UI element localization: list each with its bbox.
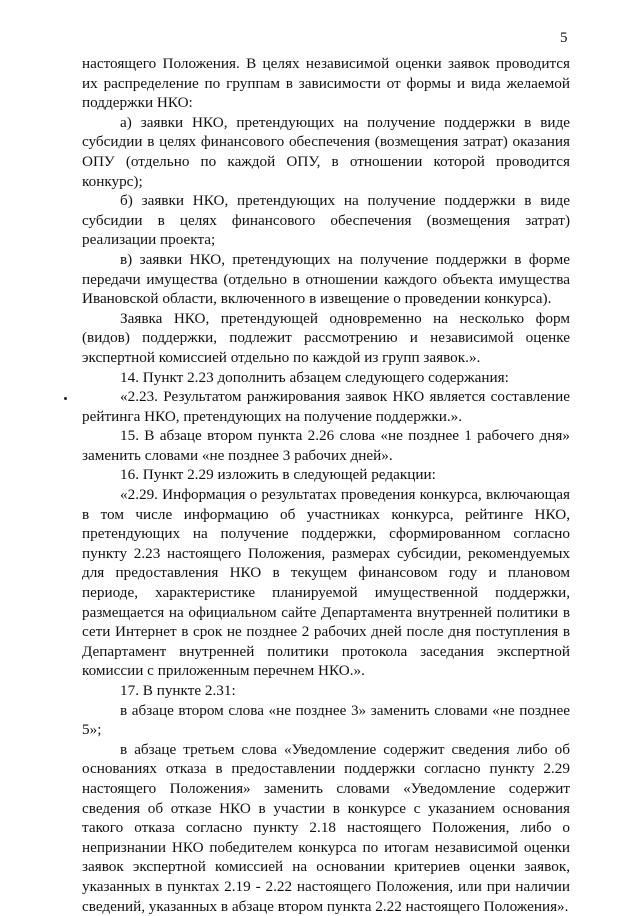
margin-mark	[64, 397, 67, 400]
paragraph-item-a: а) заявки НКО, претендующих на получение поддержки в виде субсидии в целях финансового обеспечения (возмещения затрат) оказания ОПУ (отдельно по каждой ОПУ, в отношении которой проводится конкурс);	[82, 113, 570, 190]
paragraph-clause-2-23: «2.23. Результатом ранжирования заявок НКО является составление рейтинга НКО, претендующих на получение поддержки.».	[82, 388, 570, 425]
paragraph-item-14: 14. Пункт 2.23 дополнить абзацем следующего содержания:	[120, 368, 509, 386]
paragraph-continuation: настоящего Положения. В целях независимой оценки заявок проводится их распределение по группам в зависимости от формы и вида желаемой поддержки НКО:	[82, 55, 570, 112]
paragraph-item-v: в) заявки НКО, претендующих на получение поддержки в форме передачи имущества (отдельно в отношении каждого объекта имущества Ивановской области, включенного в извещение о проведении конкурса).	[82, 250, 570, 308]
paragraph-clause-2-29: «2.29. Информация о результатах проведения конкурса, включающая в том числе информацию об участниках конкурса, рейтинге НКО, претендующих на получение поддержки, сформированном согласно пункту 2.23 настоящего Положения, размерах субсидии, рекомендуемых для предоставления НКО в текущем финансовом году и плановом периоде, характеристике планируемой имущественной поддержки, размещается на официальном сайте Департамента внутренней политики в сети Интернет в срок не позднее 2 рабочих дней после дня поступления в Департамент внутренней политики протокола заседания экспертной комиссии с приложенным перечнем НКО.».	[82, 486, 570, 680]
paragraph-item-17-second: в абзаце втором слова «не позднее 3» заменить словами «не позднее 5»;	[82, 701, 570, 739]
paragraph-multiple-forms: Заявка НКО, претендующей одновременно на несколько форм (видов) поддержки, подлежит рассмотрению и независимой оценке экспертной комиссией отдельно по каждой из групп заявок.».	[82, 309, 570, 366]
document-body	[82, 54, 570, 916]
paragraph-item-17-third: в абзаце третьем слова «Уведомление содержит сведения либо об основаниях отказа в предоставлении поддержки согласно пункту 2.29 настоящего Положения» заменить словами «Уведомление содержит сведения об отказе НКО в участии в конкурсе с указанием основания такого отказа согласно пункту 2.18 настоящего Положения, либо о непризнании НКО победителем конкурса по итогам независимой оценки заявок экспертной комиссией на основании критериев оценки заявок, указанных в пунктах 2.19 - 2.22 настоящего Положения, или при наличии сведений, указанных в абзаце втором пункта 2.22 настоящего Положения».	[82, 740, 570, 915]
paragraph-item-17: 17. В пункте 2.31:	[120, 682, 236, 699]
paragraph-item-b: б) заявки НКО, претендующих на получение поддержки в виде субсидии в целях финансового обеспечения (возмещения затрат) реализации проекта;	[82, 192, 570, 249]
paragraph-item-16: 16. Пункт 2.29 изложить в следующей редакции:	[120, 466, 436, 484]
paragraph-item-15: 15. В абзаце втором пункта 2.26 слова «не позднее 1 рабочего дня» заменить словами «не позднее 3 рабочих дней».	[82, 427, 570, 464]
page-number: 5	[560, 30, 568, 46]
